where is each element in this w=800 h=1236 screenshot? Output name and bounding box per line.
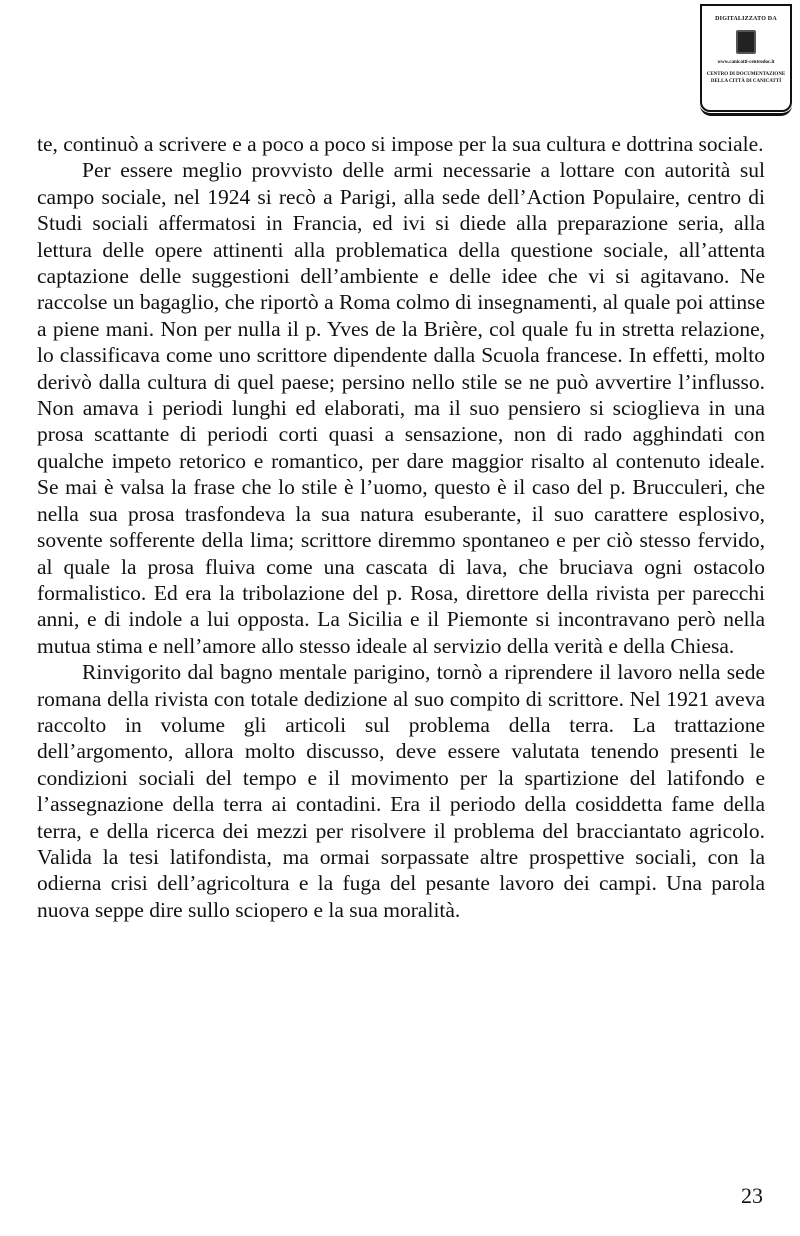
paragraph-rome: Rinvigorito dal bagno mentale parigino, tornò a riprendere il lavoro nella sede romana della rivista con totale dedizione al suo compito di scrittore. Nel 1921 aveva raccolto in volume gli articoli sul problema della terra. La trattazione dell’argomento, allora molto discusso, deve essere valutata tenendo presenti le condizioni sociali del tempo e il movimento per la spartizione del latifondo e l’assegnazione della terra ai contadini. Era il periodo della cosiddetta fame della terra, e della ricerca dei mezzi per risolvere il problema del bracciantato agricolo. Valida la tesi latifondista, ma ormai sorpassate altre prospettive sociali, con la odierna crisi dell’agricoltura e la fuga del pesante lavoro dei campi. Una parola nuova seppe dire sullo sciopero e la sua moralità. (37, 660, 765, 922)
page-body (37, 131, 765, 923)
stamp-line-2: DELLA CITTÀ DI CANICATTÌ (710, 79, 782, 84)
stamp-line-1: CENTRO DI DOCUMENTAZIONE (706, 72, 786, 77)
stamp-url: www.canicatti-centrodoc.it (717, 60, 775, 65)
paragraph-paris: Per essere meglio provvisto delle armi necessarie a lottare con autorità sul campo sociale, nel 1924 si recò a Parigi, alla sede dell’Action Populaire, centro di Studi sociali affermatosi in Francia, ed ivi si diede alla preparazione seria, alla lettura delle opere attinenti alla problematica della questione sociale, all’attenta captazione delle suggestioni dell’ambiente e delle idee che vi si agitavano. Ne raccolse un bagaglio, che riportò a Roma colmo di insegnamenti, al quale poi attinse a piene mani. Non per nulla il p. Yves de la Brière, col quale fu in stretta relazione, lo classificava come uno scrittore dipendente dalla Scuola francese. In effetti, molto derivò dalla cultura di quel paese; persino nello stile se ne può avvertire l’influsso. Non amava i periodi lunghi ed elaborati, ma il suo pensiero si scioglieva in una prosa scattante di periodi corti quasi a sensazione, non di rado agghindati con qualche impeto retorico e romantico, per dare maggior risalto al contenuto ideale. Se mai è valsa la frase che lo stile è l’uomo, questo è il caso del p. Brucculeri, che nella sua prosa trasfondeva la sua natura esuberante, il suo carattere esplosivo, sovente sofferente della lima; scrittore diremmo spontaneo e per ciò stesso fervido, al quale la prosa fluiva come una cascata di lava, che bruciava ogni ostacolo formalistico. Ed era la tribolazione del p. Rosa, direttore della rivista per parecchi anni, e di indole a lui opposta. La Sicilia e il Piemonte si incontravano però nella mutua stima e nell’amore allo stesso ideale al servizio della verità e della Chiesa. (37, 158, 765, 658)
paragraph-continuation: te, continuò a scrivere e a poco a poco si impose per la sua cultura e dottrina sociale. (37, 132, 764, 156)
city-crest-icon (736, 30, 756, 54)
stamp-title: DIGITALIZZATO DA (715, 16, 777, 22)
digitization-stamp (700, 4, 792, 112)
page-number: 23 (741, 1183, 763, 1208)
